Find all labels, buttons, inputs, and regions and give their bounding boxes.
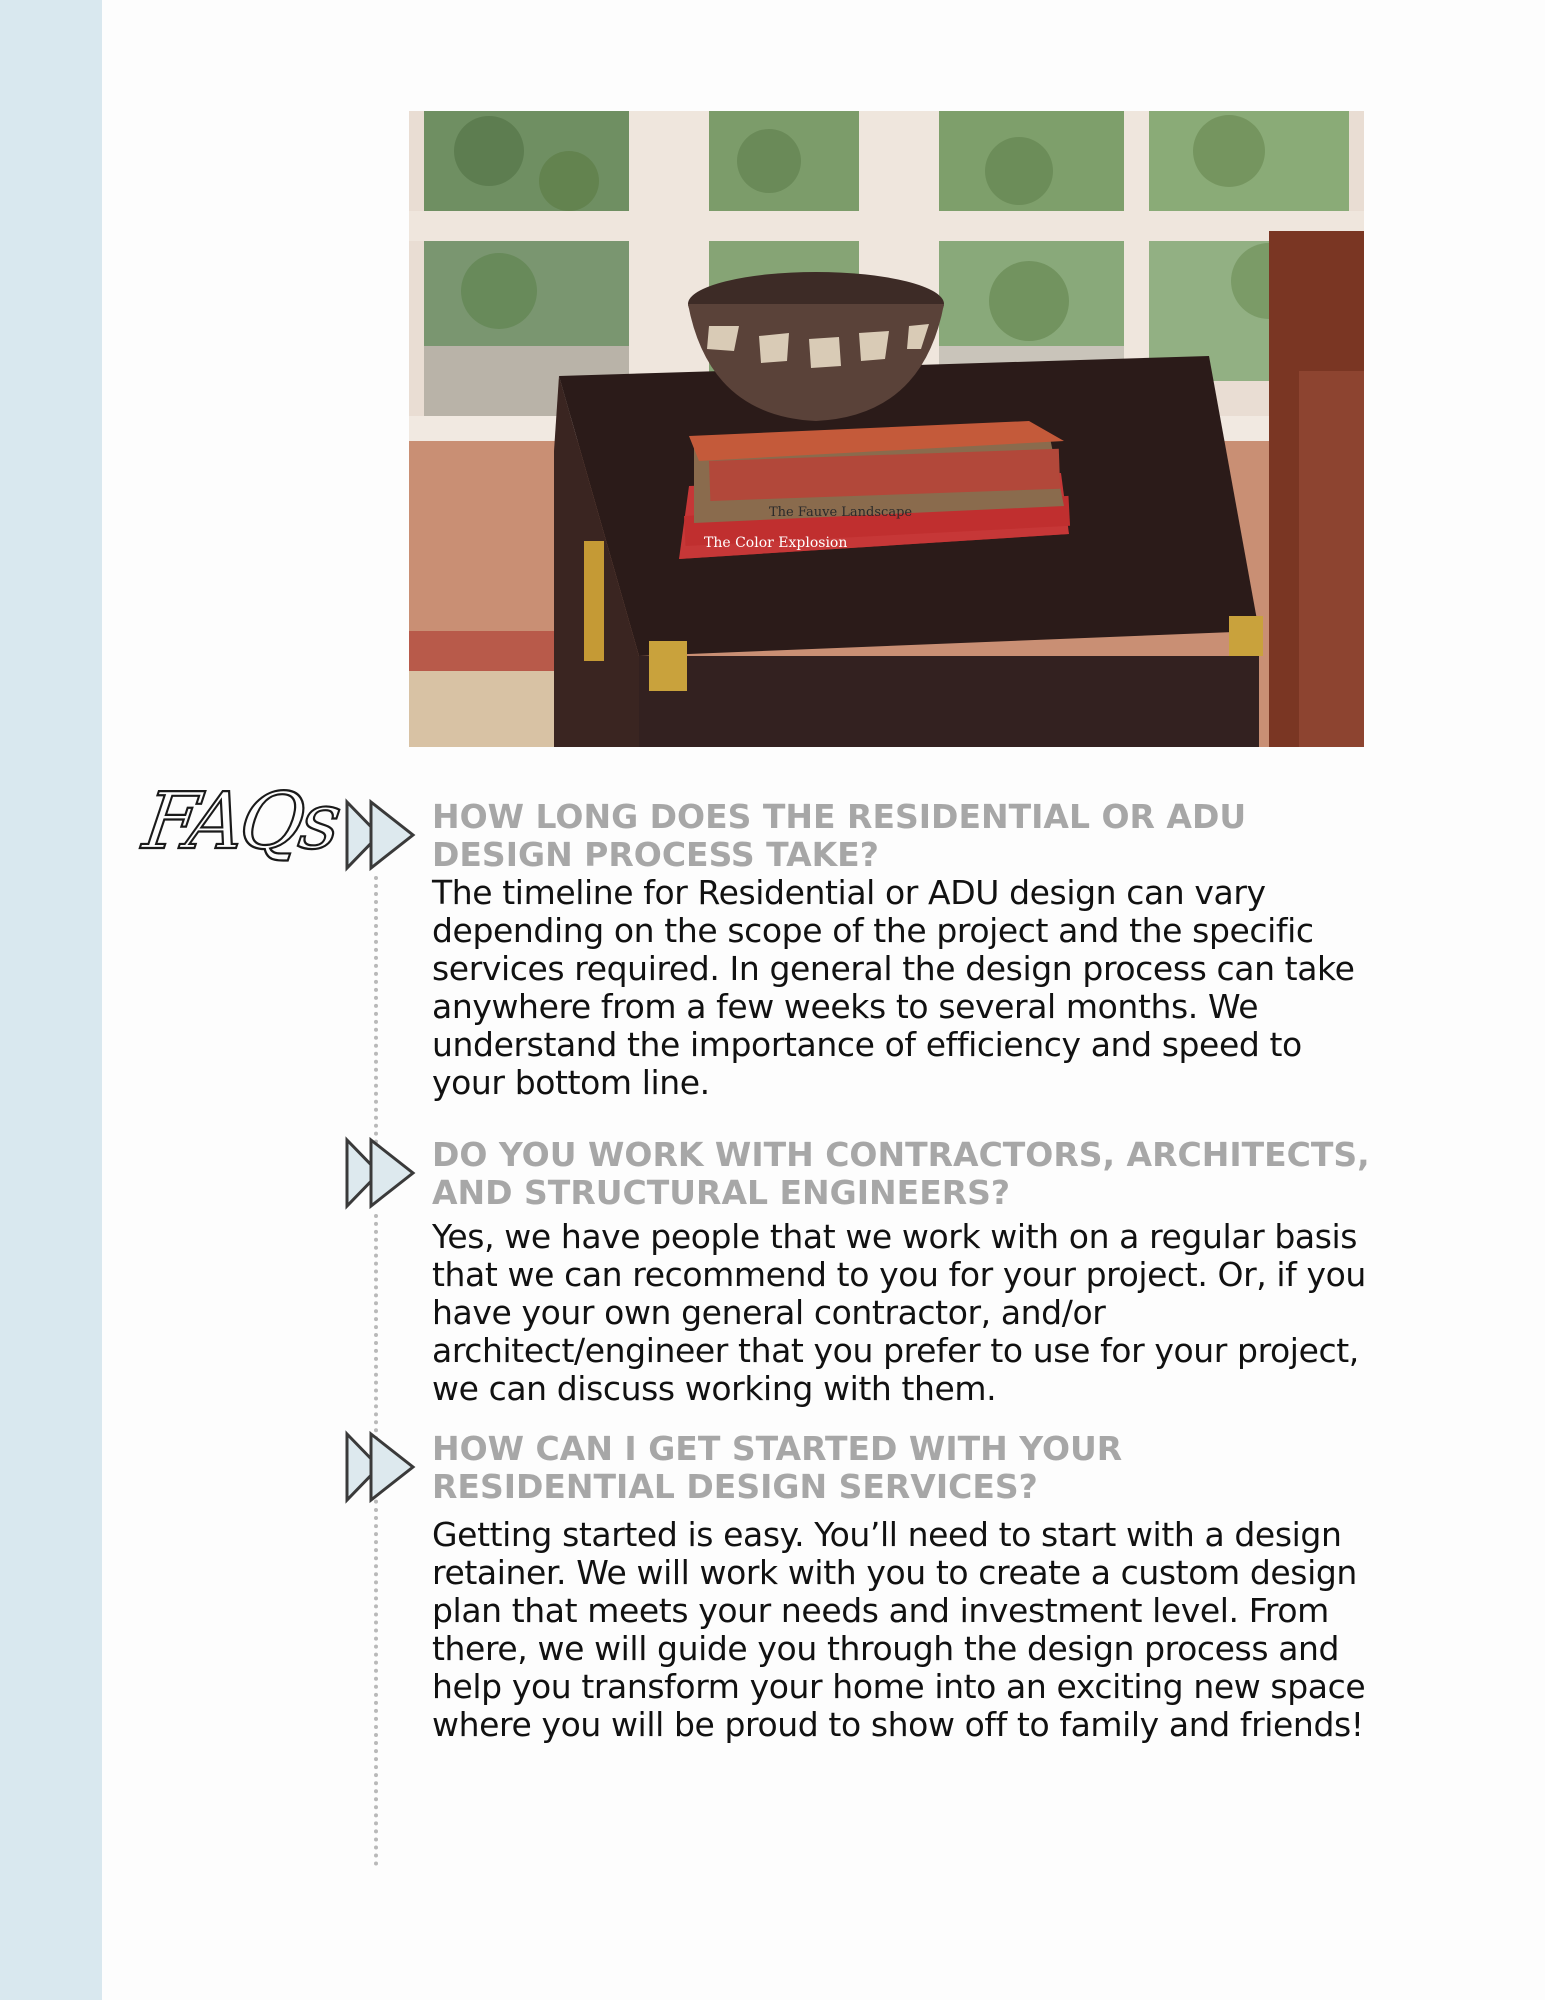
- faq-question: HOW LONG DOES THE RESIDENTIAL OR ADU DESIGN PROCESS TAKE?: [432, 797, 1247, 874]
- dotted-connector: [374, 1508, 378, 1866]
- faq-heading: [138, 770, 343, 880]
- faq-answer: Yes, we have people that we work with on a regular basis that we can recommend to you for your project. Or, if you have your own general contractor, and/or architect/engineer that you prefer to use for your project, we can discuss working with them.: [432, 1217, 1366, 1408]
- faq-answer: Getting started is easy. You’ll need to start with a design retainer. We will work with you to create a custom design plan that meets your needs and investment level. From there, we will guide you through the design process and help you transform your home into an exciting new space where you will be proud to show off to family and friends!: [432, 1515, 1366, 1744]
- book-spine-2: The Color Explosion: [704, 535, 848, 551]
- book-spine-1: The Fauve Landscape: [769, 505, 913, 520]
- faq-question: HOW CAN I GET STARTED WITH YOUR RESIDENTIAL DESIGN SERVICES?: [432, 1429, 1123, 1506]
- faq-heading-script: FAQs: [138, 776, 343, 867]
- side-color-band: [0, 0, 102, 2000]
- double-arrow-icon: [345, 798, 417, 872]
- double-arrow-icon: [345, 1430, 417, 1504]
- living-room-photo: [409, 111, 1364, 747]
- faq-answer: The timeline for Residential or ADU design can vary depending on the scope of the project and the specific services required. In general the design process can take anywhere from a few weeks to several months. We understand the importance of efficiency and speed to your bottom line.: [432, 873, 1355, 1102]
- double-arrow-icon: [345, 1136, 417, 1210]
- faq-question: DO YOU WORK WITH CONTRACTORS, ARCHITECTS, AND STRUCTURAL ENGINEERS?: [432, 1135, 1370, 1212]
